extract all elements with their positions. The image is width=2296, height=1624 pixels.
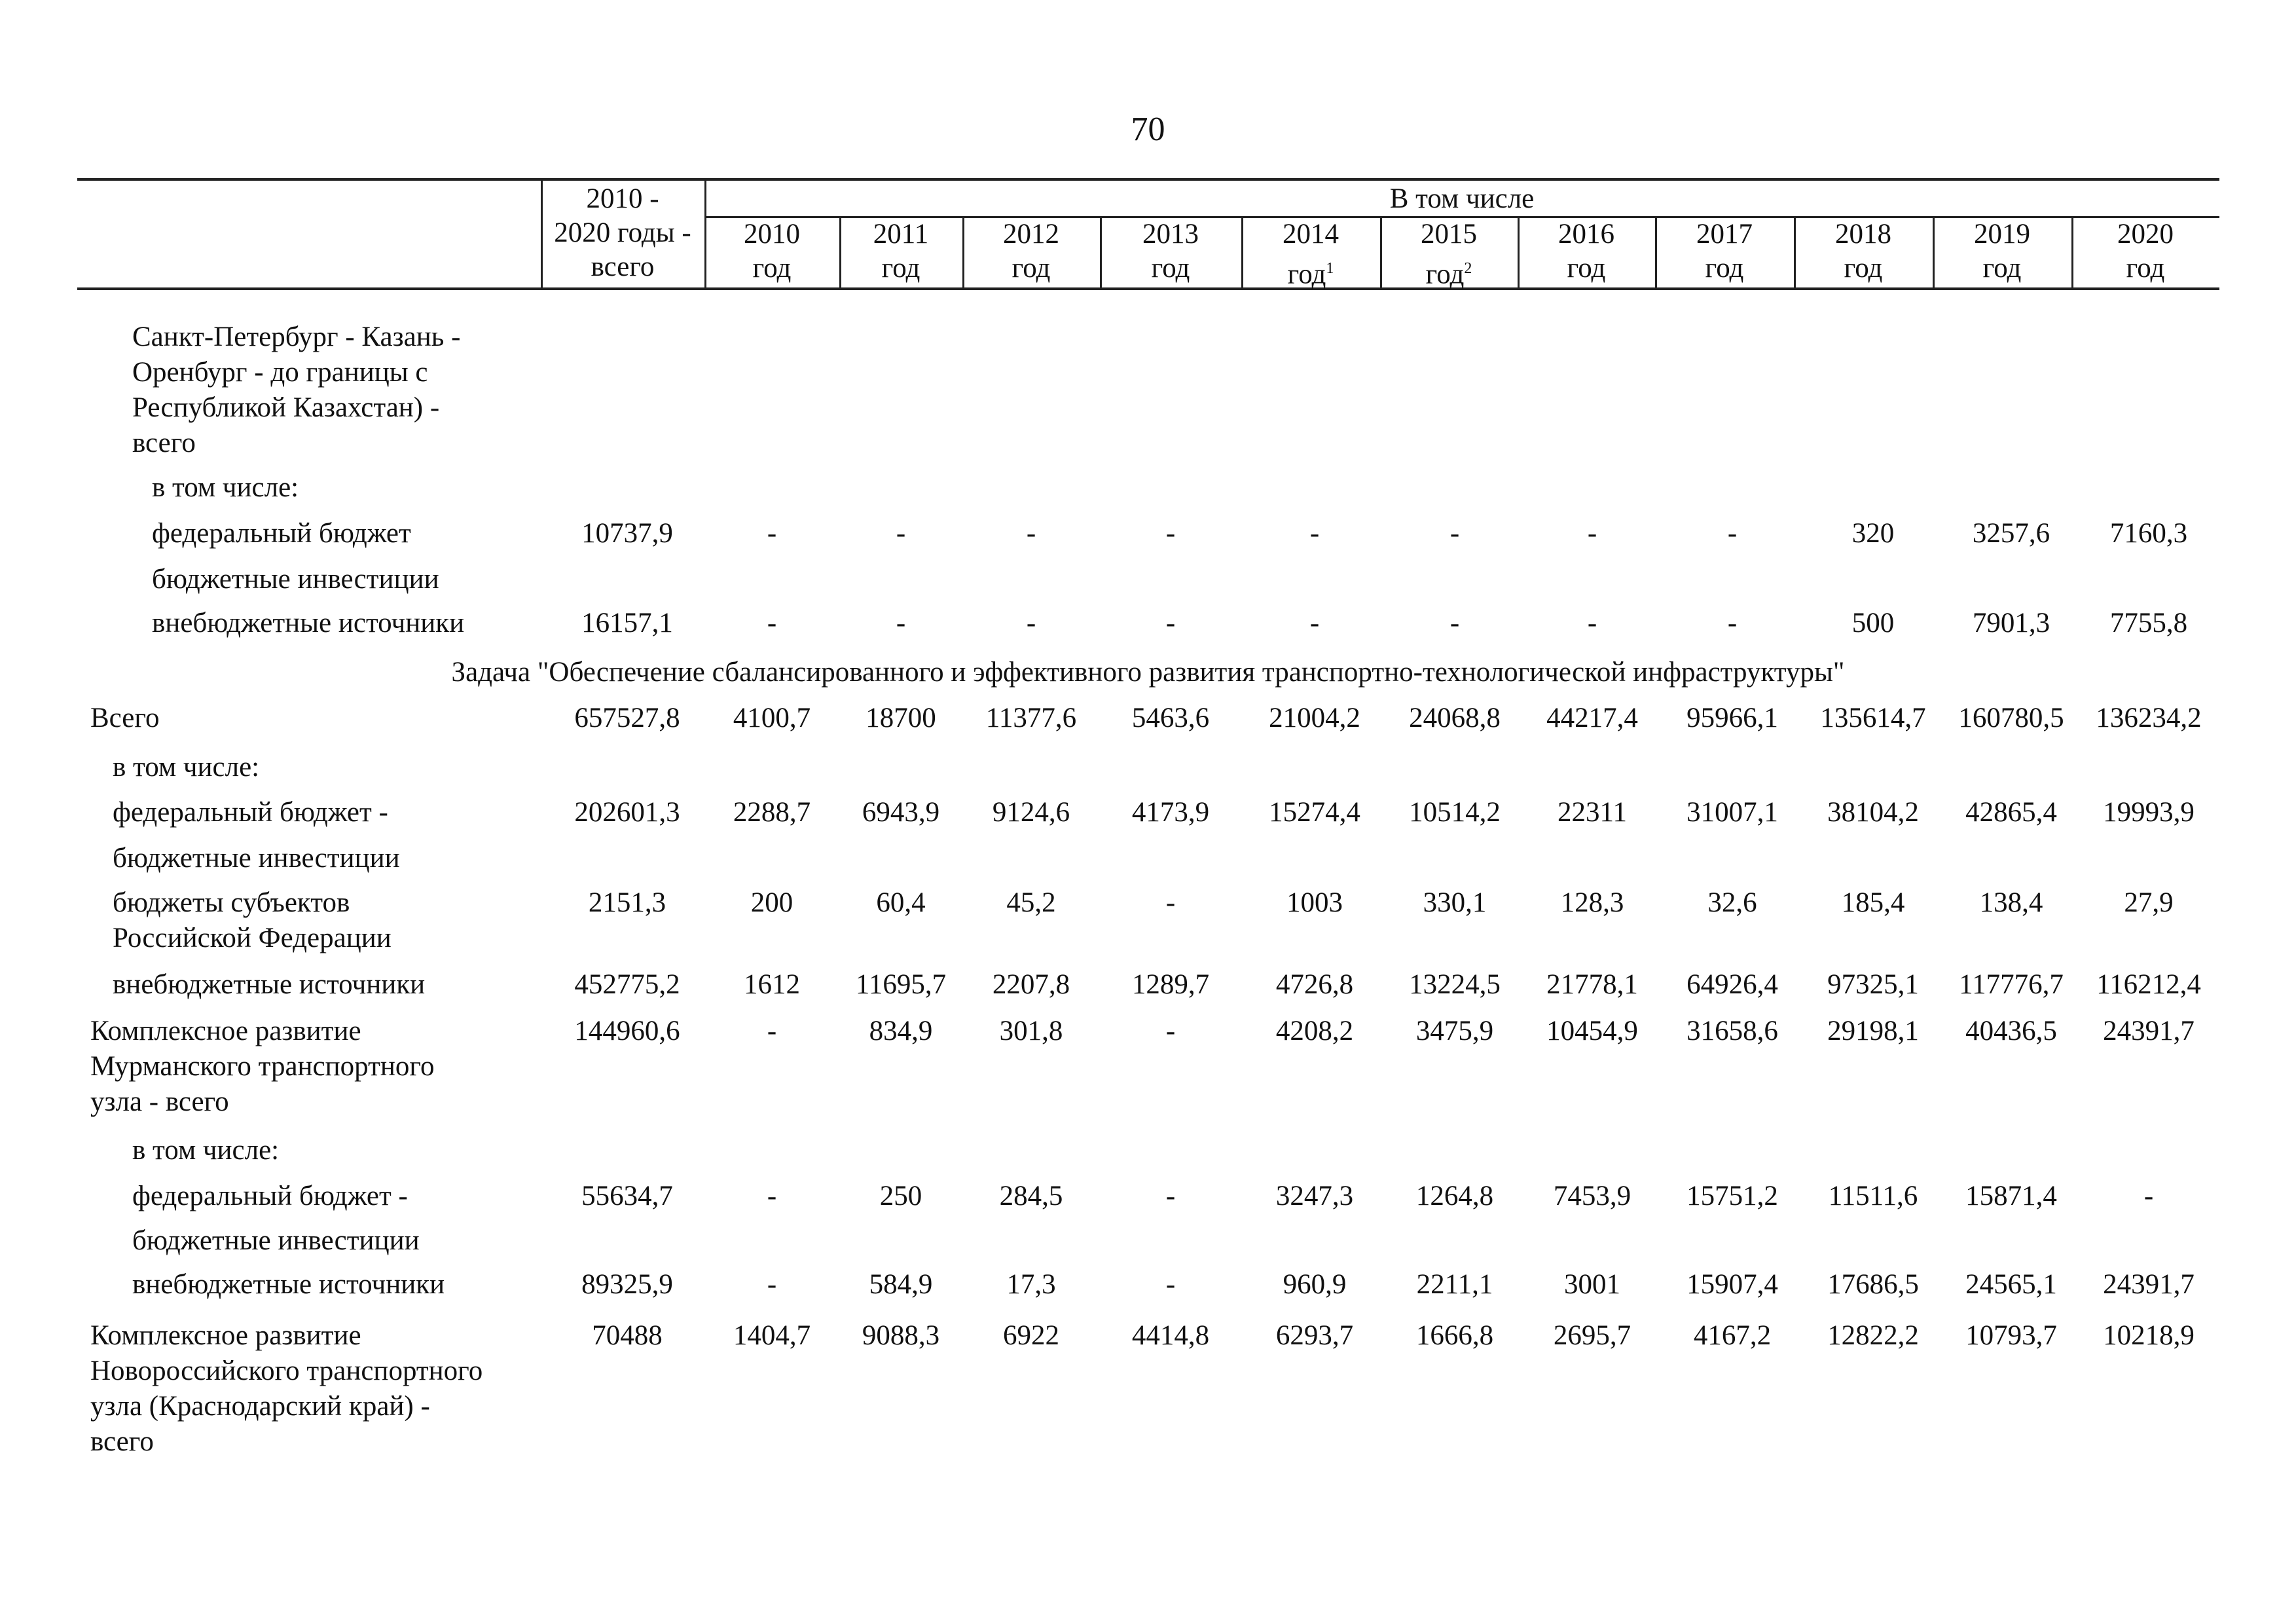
row-label (132, 1133, 279, 1168)
table-cell: - (1165, 608, 1176, 638)
table-cell: - (896, 608, 906, 638)
table-cell: - (767, 518, 777, 549)
table-cell: 1666,8 (1415, 1320, 1494, 1351)
row-label-line: Всего (90, 703, 160, 733)
row-label (90, 1318, 483, 1460)
row-label-line: бюджеты субъектов (113, 887, 350, 918)
table-cell: 7901,3 (1972, 608, 2050, 638)
footnote-marker: 1 (1326, 260, 1334, 277)
header-year-2020 (2071, 217, 2219, 286)
header-year-2017 (1655, 217, 1794, 286)
row-label (90, 701, 159, 736)
row-label-line: бюджетные инвестиции (132, 1225, 420, 1256)
header-year-2012 (962, 217, 1100, 286)
header-year-label: 2018 (1835, 219, 1891, 249)
header-year-label: 2011 (873, 219, 929, 249)
header-year-unit: год (1151, 253, 1190, 284)
table-cell: - (1727, 518, 1738, 549)
table-cell: - (1026, 518, 1036, 549)
table-cell: 1003 (1286, 887, 1343, 918)
table-cell: - (1449, 608, 1460, 638)
table-cell: 95966,1 (1686, 703, 1778, 733)
table-cell: 10218,9 (2103, 1320, 2195, 1351)
table-cell: 21004,2 (1269, 703, 1360, 733)
table-cell: 40436,5 (1965, 1016, 2057, 1046)
row-label-line: федеральный бюджет (152, 518, 411, 549)
table-cell: 657527,8 (574, 703, 680, 733)
table-cell: 97325,1 (1827, 969, 1919, 1000)
row-label-line: в том числе: (113, 752, 260, 783)
row-label-line: Новороссийского транспортного (90, 1356, 483, 1386)
header-year-2018 (1794, 217, 1933, 286)
header-year-unit: год$^2$ (1425, 259, 1472, 290)
table-cell: 138,4 (1979, 887, 2043, 918)
table-cell: 960,9 (1283, 1269, 1347, 1300)
table-cell: 2151,3 (588, 887, 666, 918)
table-cell: - (767, 1181, 777, 1211)
table-cell: - (2143, 1181, 2154, 1211)
table-cell: - (896, 518, 906, 549)
row-label-line: Комплексное развитие (90, 1320, 361, 1351)
table-cell: 320 (1851, 518, 1895, 549)
table-cell: 1404,7 (733, 1320, 811, 1351)
table-cell: - (1587, 608, 1597, 638)
row-label (113, 750, 259, 785)
row-label (152, 470, 299, 506)
table-cell: 2695,7 (1553, 1320, 1631, 1351)
table-cell: 21778,1 (1546, 969, 1638, 1000)
table-cell: - (1309, 518, 1320, 549)
table-cell: 500 (1851, 608, 1895, 638)
table-cell: 7160,3 (2109, 518, 2188, 549)
footnote-marker: 2 (1464, 260, 1472, 277)
row-label (132, 1267, 445, 1302)
table-cell: - (1309, 608, 1320, 638)
table-cell: 15871,4 (1965, 1181, 2057, 1211)
table-cell: 4208,2 (1275, 1016, 1354, 1046)
row-label (113, 885, 392, 956)
table-cell: 6922 (1003, 1320, 1059, 1351)
header-year-unit: год (1567, 253, 1606, 284)
row-label-line: федеральный бюджет - (113, 797, 388, 828)
table-cell: 160780,5 (1958, 703, 2064, 733)
table-cell: 17686,5 (1827, 1269, 1919, 1300)
table-cell: 284,5 (999, 1181, 1063, 1211)
table-cell: 11511,6 (1828, 1181, 1918, 1211)
table-cell: 584,9 (869, 1269, 933, 1300)
table-cell: 5463,6 (1131, 703, 1210, 733)
row-label (132, 1179, 408, 1214)
table-cell: - (767, 608, 777, 638)
row-label-line: Оренбург - до границы с (132, 357, 428, 388)
header-year-unit: год (752, 253, 792, 284)
table-cell: 19993,9 (2103, 797, 2195, 828)
table-cell: 3001 (1564, 1269, 1620, 1300)
row-label-line: Российской Федерации (113, 923, 392, 953)
row-label-line: внебюджетные источники (152, 608, 465, 638)
header-year-label: 2020 (2117, 219, 2174, 249)
row-label-line: федеральный бюджет - (132, 1181, 408, 1211)
table-cell: 24565,1 (1965, 1269, 2057, 1300)
row-label-line: Мурманского транспортного (90, 1051, 435, 1082)
table-cell: 2207,8 (992, 969, 1070, 1000)
header-year-label: 2012 (1003, 219, 1059, 249)
header-year-label: 2015 (1421, 219, 1477, 249)
table-cell: 16157,1 (581, 608, 673, 638)
row-label-line: бюджетные инвестиции (152, 564, 439, 595)
table-cell: 135614,7 (1820, 703, 1926, 733)
header-year-2010 (704, 217, 839, 286)
table-cell: 6293,7 (1275, 1320, 1354, 1351)
header-year-2019 (1933, 217, 2071, 286)
header-total-column (541, 182, 704, 284)
table-cell: 202601,3 (574, 797, 680, 828)
table-cell: 70488 (592, 1320, 663, 1351)
table-cell: 10514,2 (1409, 797, 1501, 828)
row-label-line: Республикой Казахстан) - (132, 392, 440, 423)
row-label (113, 967, 425, 1003)
header-year-unit: год (2126, 253, 2165, 284)
table-cell: - (1026, 608, 1036, 638)
table-cell: 31658,6 (1686, 1016, 1778, 1046)
table-cell: 24068,8 (1409, 703, 1501, 733)
table-cell: 7453,9 (1553, 1181, 1631, 1211)
table-cell: 10793,7 (1965, 1320, 2057, 1351)
table-cell: 10454,9 (1546, 1016, 1638, 1046)
table-cell: - (1165, 1181, 1176, 1211)
header-year-label: 2017 (1696, 219, 1753, 249)
table-cell: 24391,7 (2103, 1016, 2195, 1046)
header-year-2015 (1380, 217, 1518, 291)
table-cell: 10737,9 (581, 518, 673, 549)
table-cell: 45,2 (1006, 887, 1056, 918)
table-cell: 4167,2 (1693, 1320, 1772, 1351)
row-label-line: всего (132, 428, 196, 458)
table-cell: 15907,4 (1686, 1269, 1778, 1300)
row-label (132, 320, 460, 461)
table-cell: 6943,9 (862, 797, 940, 828)
table-cell: 1264,8 (1415, 1181, 1494, 1211)
row-label (132, 1223, 420, 1259)
table-cell: 11695,7 (855, 969, 947, 1000)
row-label-line: всего (90, 1426, 154, 1457)
header-year-2014 (1241, 217, 1380, 291)
table-cell: 185,4 (1841, 887, 1905, 918)
row-label (113, 841, 400, 876)
table-cell: 31007,1 (1686, 797, 1778, 828)
row-label-line: узла (Краснодарский край) - (90, 1391, 430, 1422)
table-cell: 60,4 (876, 887, 926, 918)
table-cell: - (1727, 608, 1738, 638)
table-cell: 301,8 (999, 1016, 1063, 1046)
header-year-label: 2016 (1558, 219, 1614, 249)
table-cell: 9088,3 (862, 1320, 940, 1351)
row-label-line: Комплексное развитие (90, 1016, 361, 1046)
table-cell: 4100,7 (733, 703, 811, 733)
header-year-2016 (1518, 217, 1655, 286)
header-year-label: 2014 (1283, 219, 1339, 249)
header-total-line: 2010 - (586, 183, 659, 214)
row-label-line: внебюджетные источники (113, 969, 426, 1000)
table-cell: - (767, 1016, 777, 1046)
row-label-line: Санкт-Петербург - Казань - (132, 322, 461, 352)
header-year-unit: год$^1$ (1287, 259, 1334, 290)
table-cell: 44217,4 (1546, 703, 1638, 733)
table-cell: - (767, 1269, 777, 1300)
table-header (77, 178, 2219, 290)
table-cell: 128,3 (1560, 887, 1624, 918)
header-year-unit: год (1844, 253, 1883, 284)
table-cell: 3257,6 (1972, 518, 2050, 549)
table-cell: 144960,6 (574, 1016, 680, 1046)
header-year-unit: год (1982, 253, 2022, 284)
table-cell: 29198,1 (1827, 1016, 1919, 1046)
table-cell: - (1165, 1269, 1176, 1300)
table-cell: - (1165, 1016, 1176, 1046)
table-cell: 89325,9 (581, 1269, 673, 1300)
table-cell: 4173,9 (1131, 797, 1210, 828)
header-year-2013 (1100, 217, 1241, 286)
table-cell: 452775,2 (574, 969, 680, 1000)
table-cell: 32,6 (1707, 887, 1757, 918)
task-title: Задача "Обеспечение сбалансированного и эффективного развития транспортно-технологической инфраструктуры" (451, 657, 1845, 688)
table-cell: 250 (879, 1181, 922, 1211)
table-cell: 24391,7 (2103, 1269, 2195, 1300)
row-label (152, 562, 439, 597)
table-cell: - (1165, 887, 1176, 918)
header-total-line: всего (591, 251, 655, 282)
table-cell: 18700 (866, 703, 936, 733)
row-label (113, 795, 388, 830)
table-cell: - (1165, 518, 1176, 549)
table-cell: 1612 (744, 969, 800, 1000)
table-cell: 22311 (1558, 797, 1627, 828)
table-cell: 17,3 (1006, 1269, 1056, 1300)
header-year-unit: год (1011, 253, 1051, 284)
table-cell: 12822,2 (1827, 1320, 1919, 1351)
table-cell: 834,9 (869, 1016, 933, 1046)
table-cell: 2211,1 (1416, 1269, 1493, 1300)
table-cell: 15274,4 (1269, 797, 1360, 828)
table-cell: 2288,7 (733, 797, 811, 828)
table-cell: 42865,4 (1965, 797, 2057, 828)
header-total-line: 2020 годы - (554, 217, 691, 248)
row-label-line: бюджетные инвестиции (113, 843, 400, 874)
row-label-line: в том числе: (152, 472, 299, 503)
header-group-title: В том числе (1389, 183, 1535, 214)
table-cell: 27,9 (2124, 887, 2174, 918)
row-label-line: внебюджетные источники (132, 1269, 445, 1300)
header-year-unit: год (1705, 253, 1744, 284)
header-year-label: 2019 (1974, 219, 2030, 249)
table-cell: 136234,2 (2096, 703, 2202, 733)
header-year-label: 2010 (744, 219, 800, 249)
table-cell: 4414,8 (1131, 1320, 1210, 1351)
table-cell: 3247,3 (1275, 1181, 1354, 1211)
table-cell: 38104,2 (1827, 797, 1919, 828)
row-label-line: в том числе: (132, 1135, 280, 1166)
page-number: 70 (1131, 111, 1165, 148)
table-cell: 15751,2 (1686, 1181, 1778, 1211)
table-cell: 64926,4 (1686, 969, 1778, 1000)
table-cell: - (1449, 518, 1460, 549)
table-cell: - (1587, 518, 1597, 549)
table-cell: 4726,8 (1275, 969, 1354, 1000)
table-cell: 1289,7 (1131, 969, 1210, 1000)
row-label (90, 1014, 434, 1120)
table-cell: 116212,4 (2096, 969, 2201, 1000)
table-cell: 117776,7 (1959, 969, 2064, 1000)
table-cell: 11377,6 (985, 703, 1077, 733)
table-cell: 9124,6 (992, 797, 1070, 828)
table-cell: 13224,5 (1409, 969, 1501, 1000)
table-cell: 55634,7 (581, 1181, 673, 1211)
table-cell: 200 (750, 887, 793, 918)
row-label (152, 606, 464, 641)
header-year-label: 2013 (1142, 219, 1199, 249)
table-cell: 7755,8 (2109, 608, 2188, 638)
header-year-unit: год (881, 253, 920, 284)
row-label (152, 516, 411, 551)
row-label-line: узла - всего (90, 1086, 229, 1117)
table-cell: 330,1 (1423, 887, 1487, 918)
header-year-2011 (839, 217, 962, 286)
table-cell: 3475,9 (1415, 1016, 1494, 1046)
